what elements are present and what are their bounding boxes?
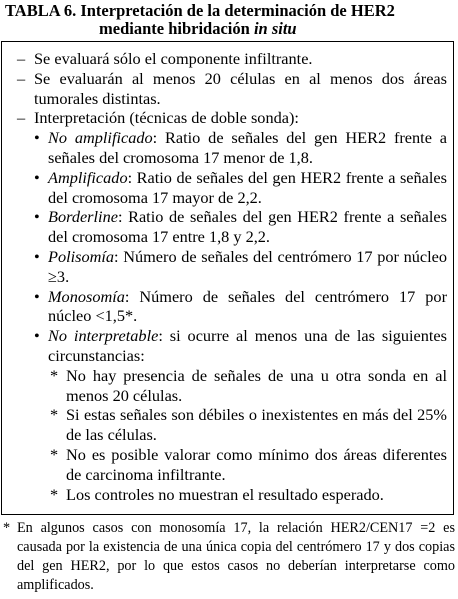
title-line-1: TABLA 6. Interpretación de la determinación de HER2 — [5, 1, 395, 20]
asterisk-marker: * — [50, 484, 59, 504]
term: No interpretable — [48, 326, 159, 346]
footnote-marker: * — [3, 520, 11, 536]
sub-item — [17, 128, 447, 168]
footnote — [3, 519, 455, 595]
dash-marker: – — [17, 108, 26, 128]
sub-item — [17, 326, 447, 366]
sub-item — [17, 207, 447, 247]
table-content — [17, 49, 447, 504]
footnote-line — [3, 519, 455, 595]
term: Monosomía — [48, 286, 125, 306]
bullet-marker: • — [34, 326, 40, 346]
title-line-2-italic: in situ — [253, 19, 297, 38]
term: Amplificado — [48, 167, 128, 187]
sub-sub-item — [17, 485, 447, 505]
item-text: No es posible valorar como mínimo dos áreas diferentes de carcinoma infiltrante. — [66, 444, 447, 484]
bullet-marker: • — [34, 207, 40, 227]
bullet-marker: • — [34, 286, 40, 306]
sub-item — [17, 247, 447, 287]
asterisk-marker: * — [50, 444, 59, 464]
title-line-2 — [5, 20, 455, 38]
term-text: : Número de señales del centrómero 17 por núcleo <1,5*. — [48, 286, 447, 326]
dash-marker: – — [17, 49, 26, 68]
item-text: Los controles no muestran el resultado esperado. — [66, 484, 384, 504]
item-text: Se evaluará sólo el componente infiltrante. — [34, 49, 313, 68]
table-title — [5, 2, 455, 38]
bullet-marker: • — [34, 246, 40, 266]
list-item — [17, 108, 447, 128]
title-line-2-text: mediante hibridación — [99, 19, 254, 38]
term-text: : si ocurre al menos una de las siguientes circunstancias: — [48, 326, 447, 365]
term-text: : Ratio de señales del gen HER2 frente a señales del cromosoma 17 menor de 1,8. — [48, 128, 448, 167]
item-text: No hay presencia de señales de una u otra sonda en al menos 20 células. — [66, 365, 447, 405]
term: No amplificado — [48, 128, 153, 148]
sub-sub-item — [17, 405, 447, 445]
term-text: : Número de señales del centrómero 17 por núcleo ≥3. — [48, 246, 447, 286]
term-text: : Ratio de señales del gen HER2 frente a señales del cromosoma 17 entre 1,8 y 2,2. — [48, 207, 447, 247]
list-item — [17, 69, 447, 109]
list-item — [17, 49, 447, 69]
bullet-marker: • — [34, 128, 40, 148]
item-text: Interpretación (técnicas de doble sonda): — [34, 108, 299, 128]
term-text: : Ratio de señales del gen HER2 frente a señales del cromosoma 17 mayor de 2,2. — [48, 167, 447, 207]
item-text: Se evaluarán al menos 20 células en al menos dos áreas tumorales distintas. — [34, 68, 447, 108]
sub-sub-item — [17, 366, 447, 406]
item-text: Si estas señales son débiles o inexistentes en más del 25% de las células. — [66, 405, 447, 445]
sub-item — [17, 168, 447, 208]
asterisk-marker: * — [50, 405, 59, 425]
asterisk-marker: * — [50, 365, 59, 385]
dash-marker: – — [17, 68, 26, 88]
table-box — [1, 41, 454, 515]
bullet-marker: • — [34, 167, 40, 187]
term: Borderline — [48, 207, 118, 227]
footnote-text: En algunos casos con monosomía 17, la relación HER2/CEN17 =2 es causada por la existencia de una única copia del centrómero 17 y dos copias del gen HER2, por lo que estos casos no deberían interpretarse como amplificados. — [17, 520, 455, 593]
term: Polisomía — [48, 246, 115, 266]
sub-item — [17, 287, 447, 327]
sub-sub-item — [17, 445, 447, 485]
